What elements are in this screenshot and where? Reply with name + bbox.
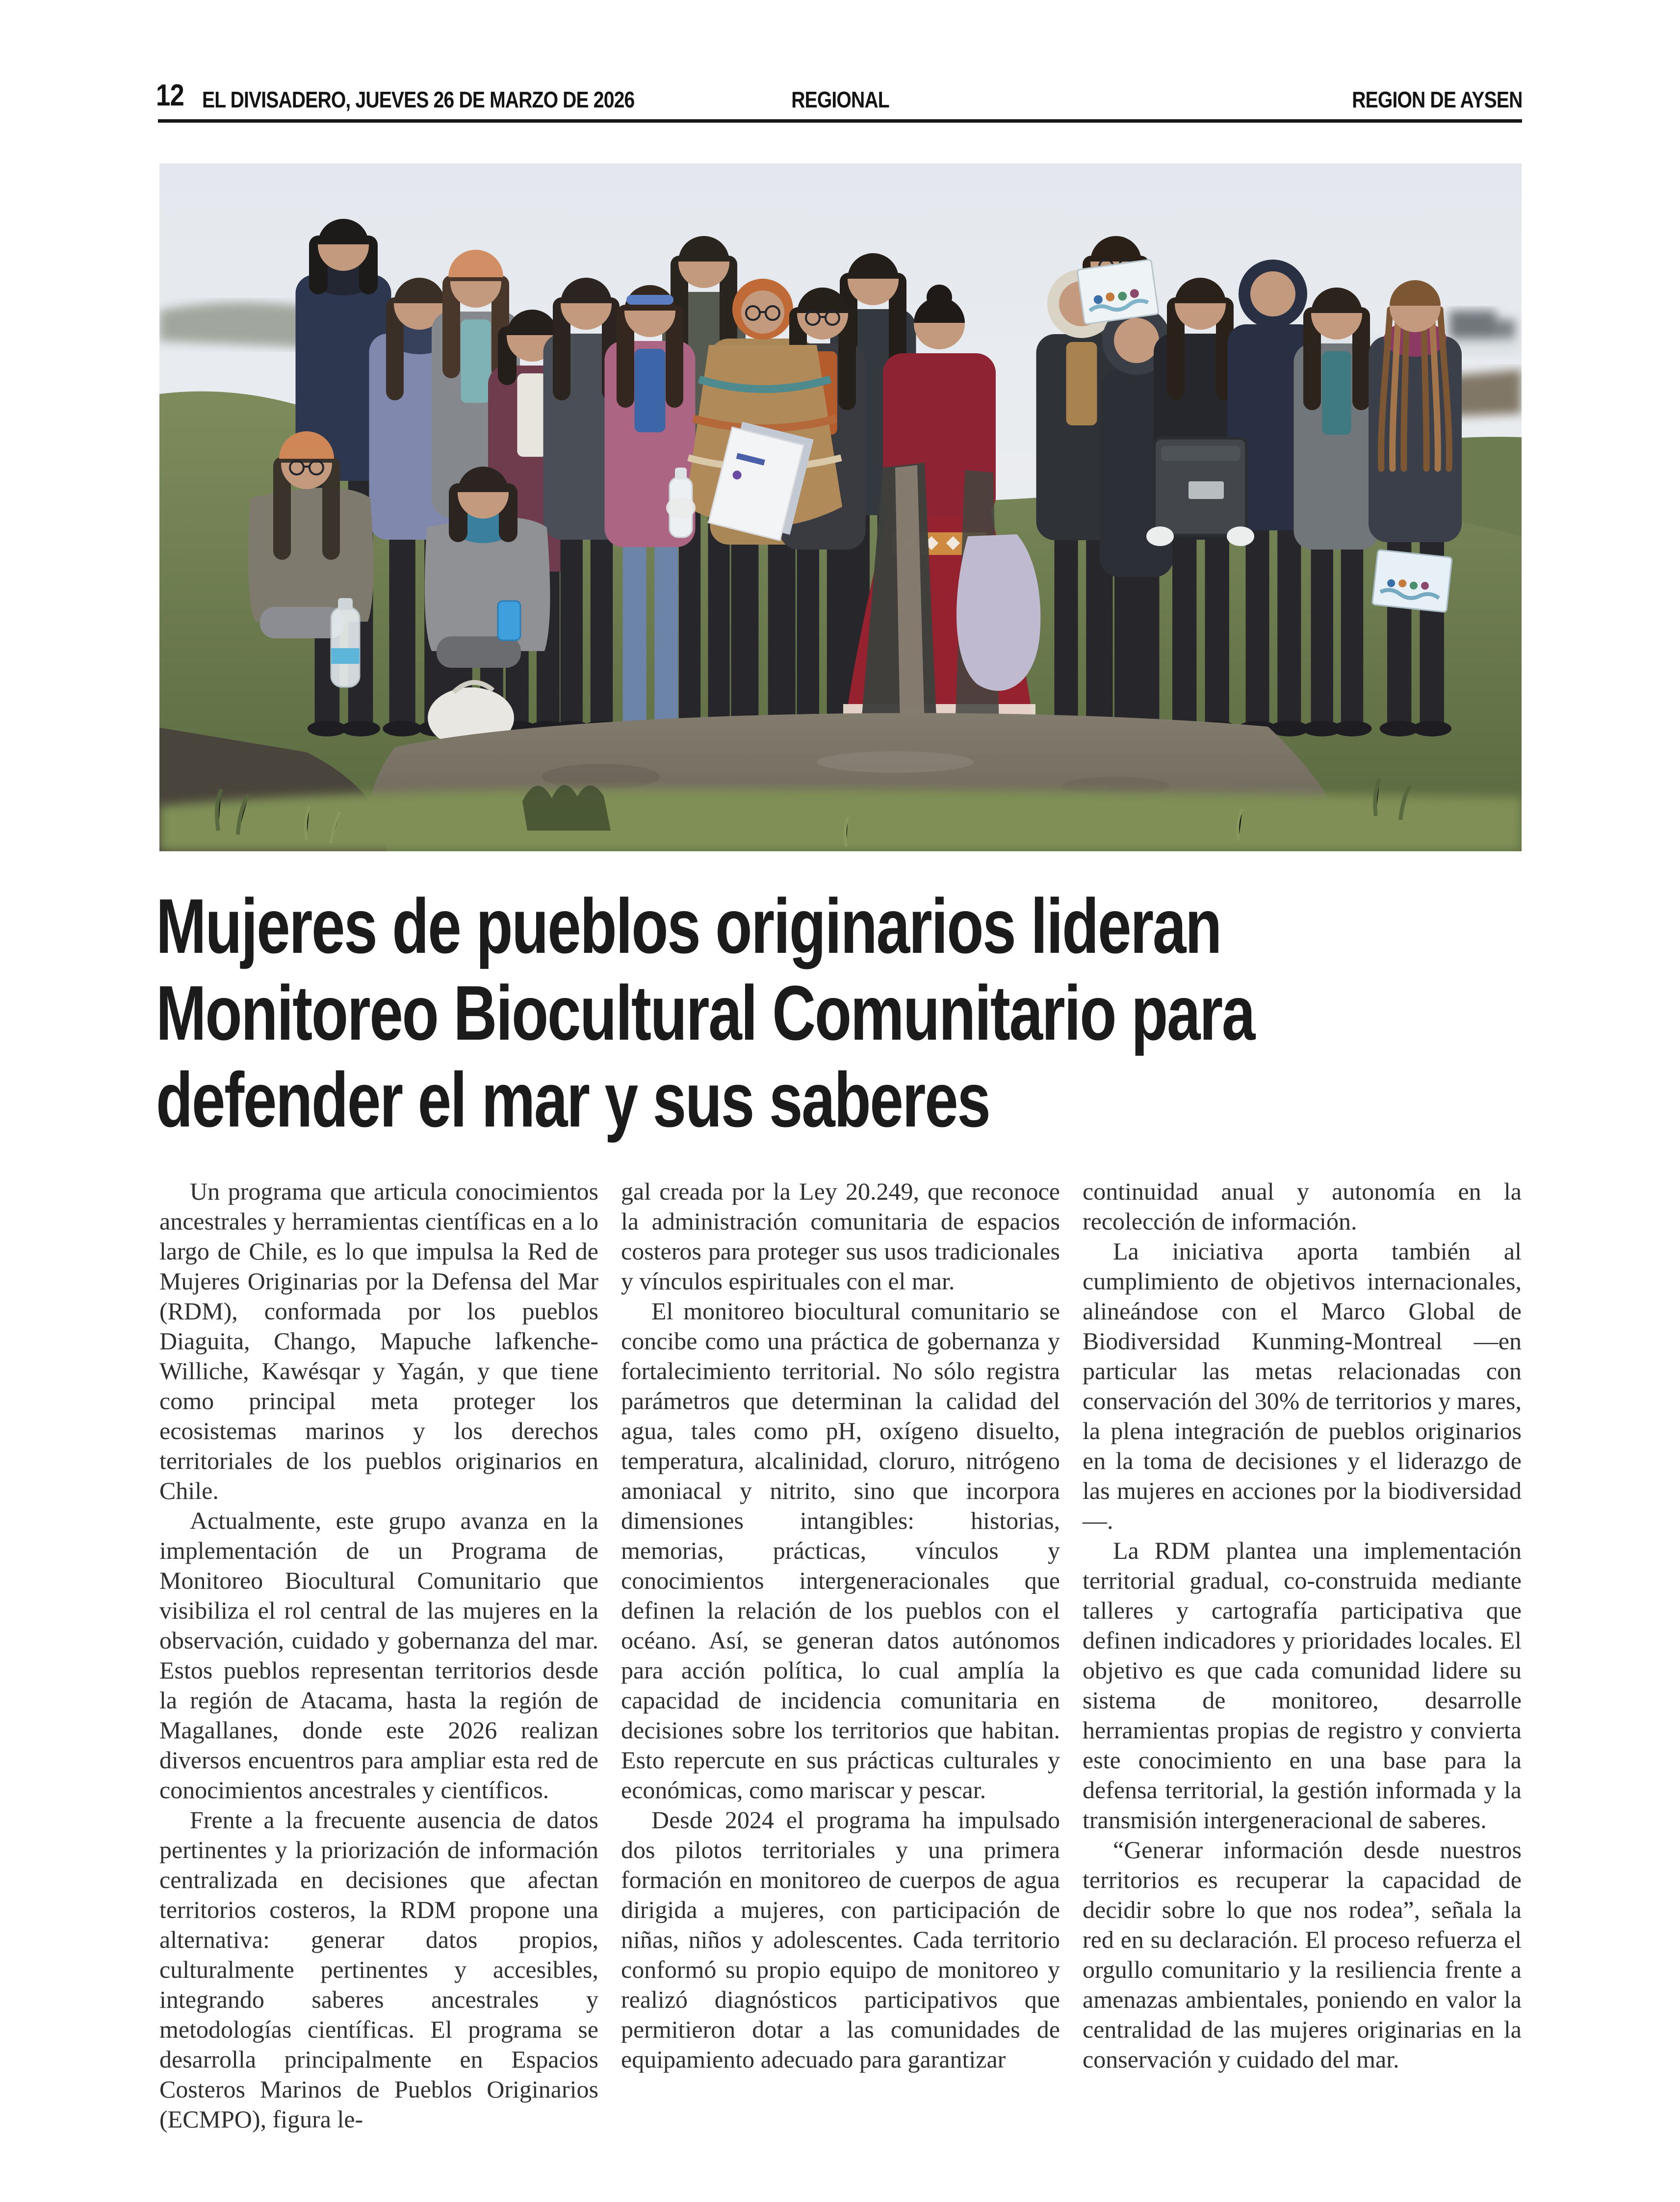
group-photo (159, 163, 1522, 851)
article-paragraph: Desde 2024 el programa ha impulsado dos pilotos territoriales y una primera formación en monitoreo de cuerpos de agua dirigida a mujeres, con participación de niñas, niños y adolescentes. Cada territorio conformó su propio equipo de monitoreo y realizó diagnósticos participativos que permitieron dotar a las comunidades de equipamiento adecuado para garantizar (621, 1806, 1060, 2073)
booklet-raised (1077, 260, 1159, 324)
article-column-1 (159, 1177, 598, 2134)
article-body (159, 1177, 1522, 2134)
clear-bottle (331, 598, 360, 687)
headline-line: Monitoreo Biocultural Comunitario para (156, 970, 1255, 1056)
article-paragraph: La iniciativa aporta también al cumplimiento de objetivos internacionales, alineándose con el Marco Global de Biodiversidad Kunming-Montreal —en particular las metas relacionadas con conservación del 30% de territorios y mares, la plena integración de pueblos originarios en la toma de decisiones y el liderazgo de las mujeres en acciones por la biodiversidad—. (1083, 1237, 1522, 1534)
article-paragraph: La RDM plantea una implementación territorial gradual, co-construida mediante talleres y cartografía participativa que definen indicadores y prioridades locales. El objetivo es que cada comunidad lidere su sistema de monitoreo, desarrolle herramientas propias de registro y convierta este conocimiento en una base para la defensa territorial, la gestión informada y la transmisión intergeneracional de saberes. (1083, 1537, 1522, 1834)
article-paragraph: Frente a la frecuente ausencia de datos pertinentes y la priorización de información centralizada en decisiones que afectan territorios costeros, la RDM propone una alternativa: generar datos propios, culturalmente pertinentes y accesibles, integrando saberes ancestrales y metodologías científicas. El programa se desarrolla principalmente en Espacios Costeros Marinos de Pueblos Originarios (ECMPO), figura le- (159, 1806, 598, 2133)
region-label: REGION DE AYSEN (1351, 87, 1522, 112)
article-column-3 (1083, 1177, 1522, 2134)
page-number: 12 (156, 79, 184, 112)
booklet-low (1372, 550, 1452, 612)
people-group (248, 219, 1462, 745)
phone (498, 601, 520, 640)
article-headline (156, 883, 1564, 1144)
article-column-2 (621, 1177, 1060, 2134)
equipment-case (1146, 438, 1254, 546)
article-paragraph: Actualmente, este grupo avanza en la implementación de un Programa de Monitoreo Biocultural Comunitario que visibiliza el rol central de las mujeres en la observación, cuidado y gobernanza del mar. Estos pueblos representan territorios desde la región de Atacama, hasta la región de Magallanes, donde este 2026 realizan diversos encuentros para ampliar esta red de conocimientos ancestrales y científicos. (159, 1507, 598, 1804)
blanket (956, 534, 1040, 691)
article-paragraph: continuidad anual y autonomía en la recolección de información. (1083, 1178, 1522, 1235)
headline-line: Mujeres de pueblos originarios lideran (156, 883, 1221, 970)
masthead: EL DIVISADERO, JUEVES 26 DE MARZO DE 2026 (202, 87, 635, 112)
section-label: REGIONAL (791, 87, 889, 112)
article-paragraph: Un programa que articula conocimientos ancestrales y herramientas científicas en a lo largo de Chile, es lo que impulsa la Red de Mujeres Originarias por la Defensa del Mar (RDM), conformada por los pueblos Diaguita, Chango, Mapuche lafkenche-Williche, Kawésqar y Yagán, y que tiene como principal meta proteger los ecosistemas marinos y los derechos territoriales de los pueblos originarios en Chile. (159, 1178, 598, 1504)
headline-line: defender el mar y sus saberes (156, 1057, 990, 1143)
article-paragraph: gal creada por la Ley 20.249, que reconoce la administración comunitaria de espacios costeros para proteger sus usos tradicionales y vínculos espirituales con el mar. (621, 1178, 1060, 1295)
article-paragraph: “Generar información desde nuestros territorios es recuperar la capacidad de decidir sobre lo que nos rodea”, señala la red en su declaración. El proceso refuerza el orgullo comunitario y la resiliencia frente a amenazas ambientales, poniendo en valor la centralidad de las mujeres originarias en la conservación y cuidado del mar. (1083, 1836, 1522, 2073)
article-paragraph: El monitoreo biocultural comunitario se concibe como una práctica de gobernanza y fortalecimiento territorial. No sólo registra parámetros que determinan la calidad del agua, tales como pH, oxígeno disuelto, temperatura, alcalinidad, cloruro, nitrógeno amoniacal y nitrito, sino que incorpora dimensiones intangibles: historias, memorias, prácticas, vínculos y conocimientos intergeneracionales que definen la relación de los pueblos con el océano. Así, se generan datos autónomos para acción política, lo cual amplía la capacidad de incidencia comunitaria en decisiones sobre los territorios que habitan. Esto repercute en sus prácticas culturales y económicas, como mariscar y pescar. (621, 1297, 1060, 1804)
header-rule (158, 119, 1522, 123)
